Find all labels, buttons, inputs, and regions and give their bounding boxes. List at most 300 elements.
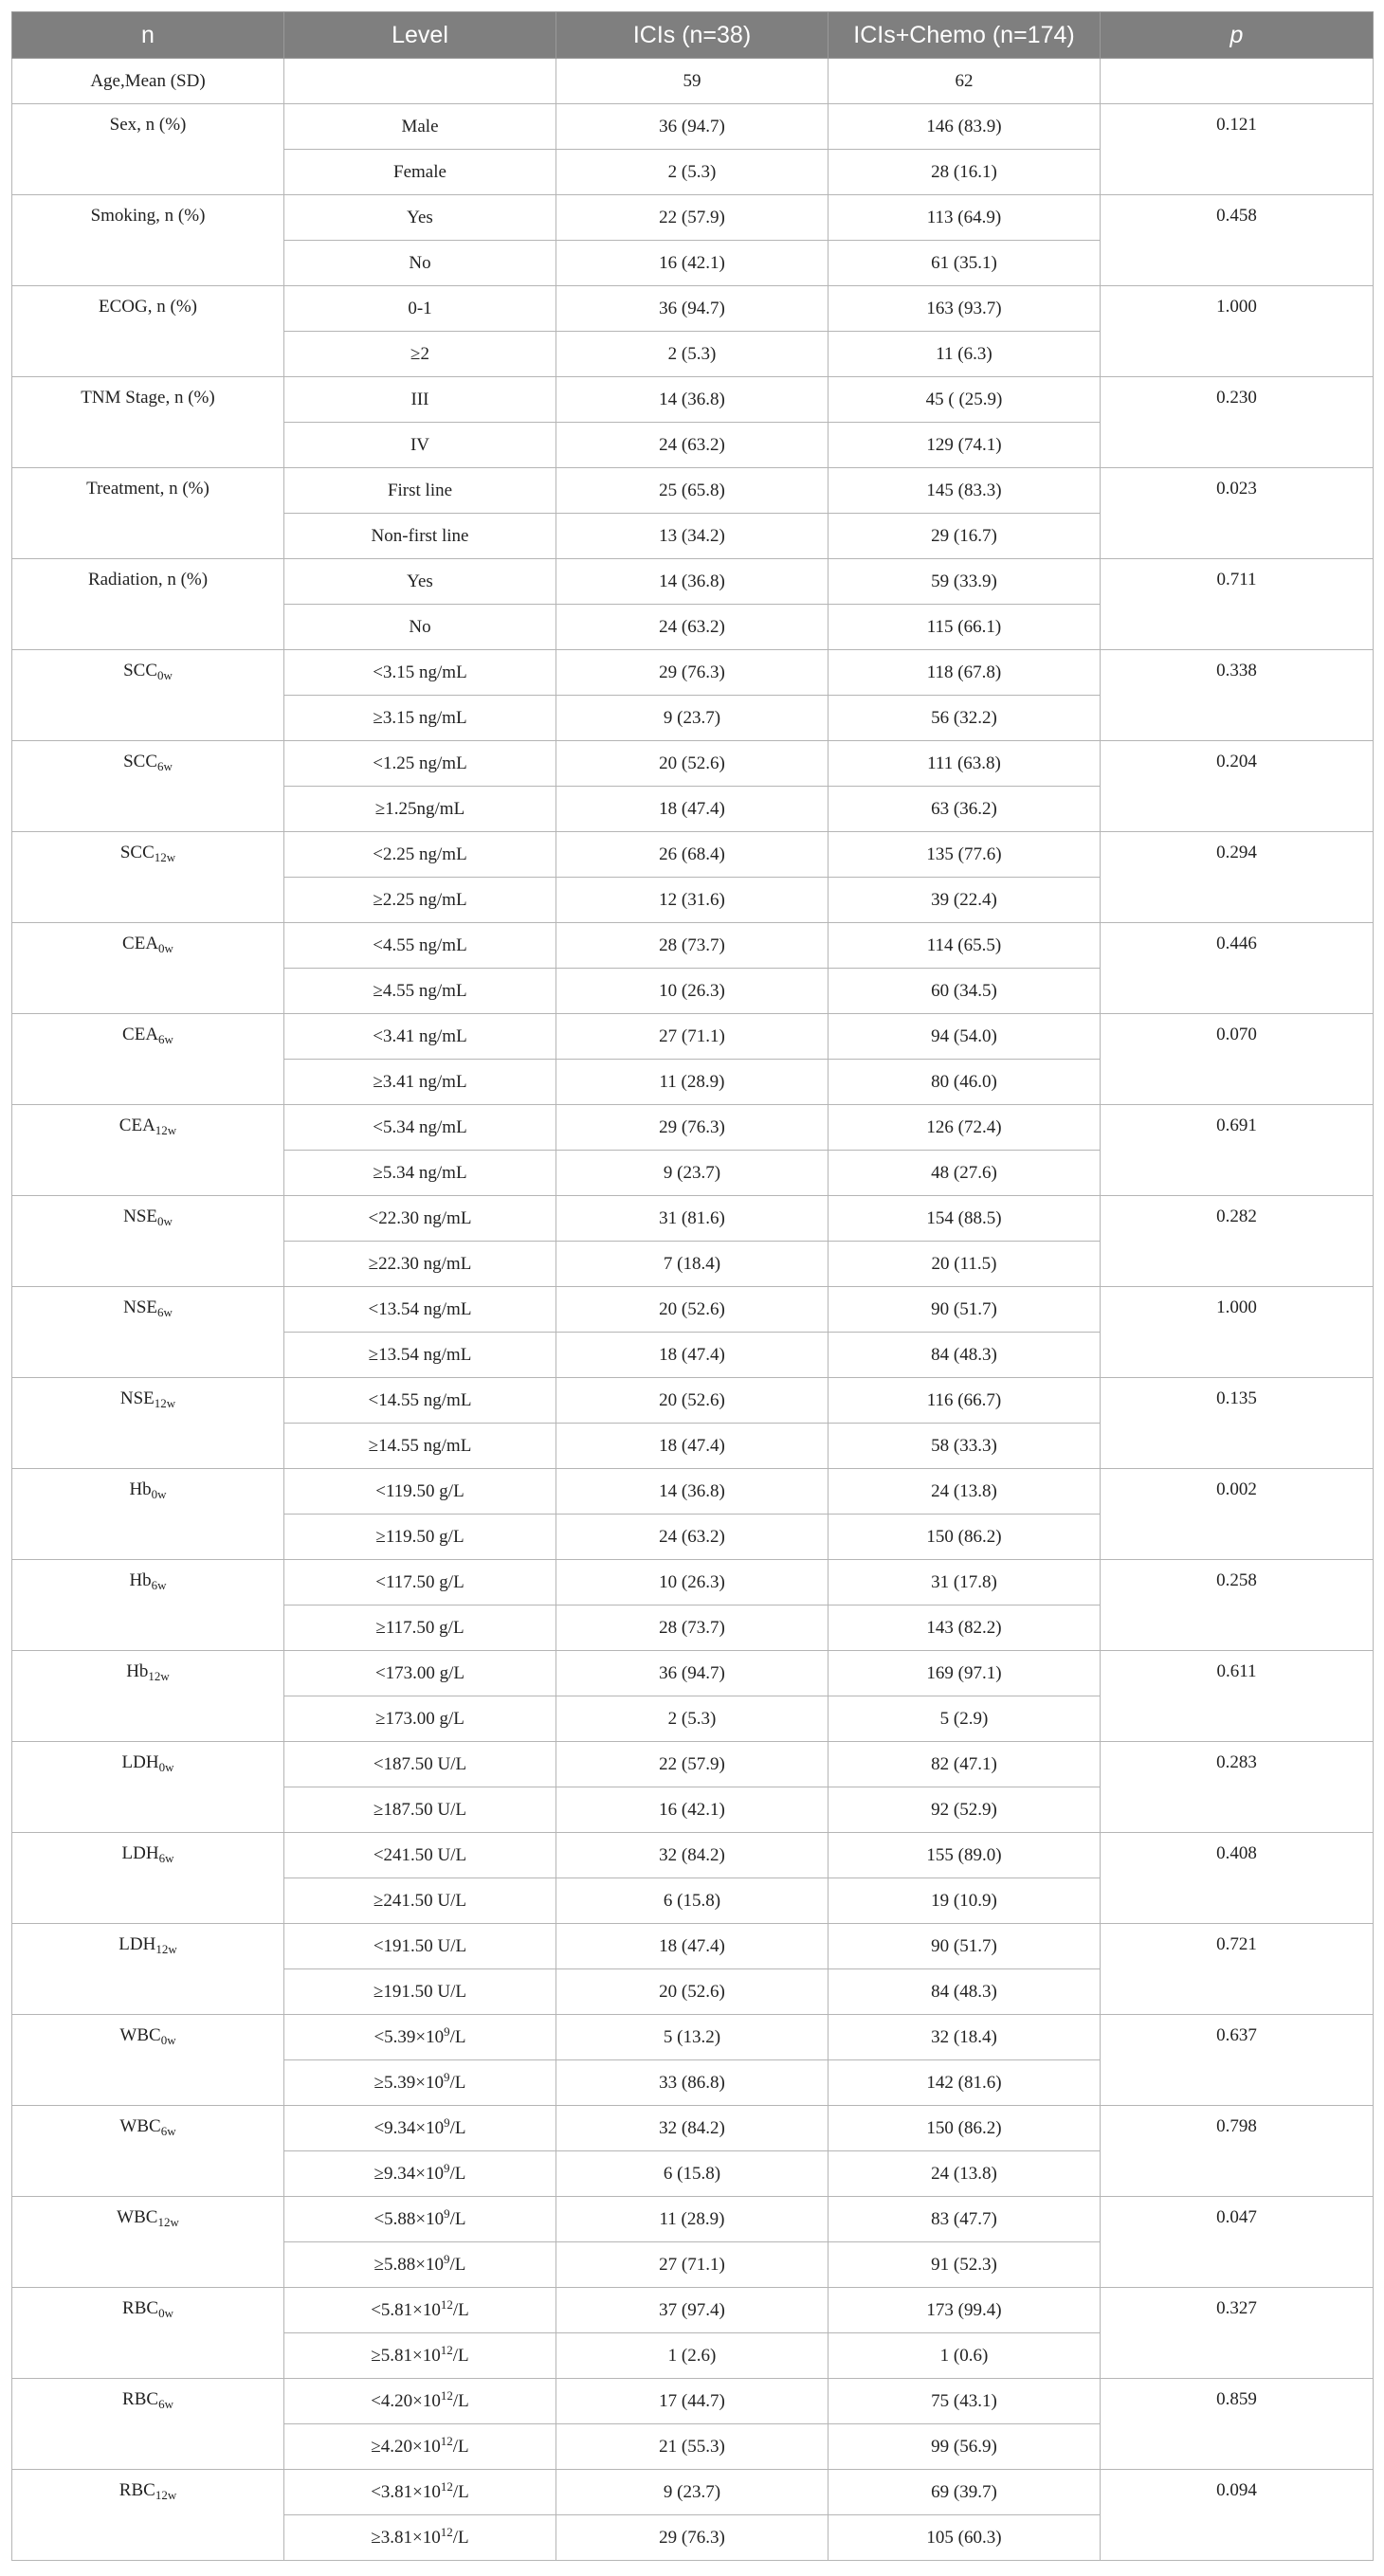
level-cell <box>284 2151 556 2197</box>
icis-chemo-cell: 150 (86.2) <box>829 1515 1101 1560</box>
level-cell: ≥4.55 ng/mL <box>284 969 556 1014</box>
exponent: 9 <box>444 2205 450 2221</box>
level-cell: IV <box>284 423 556 468</box>
icis-chemo-cell: 82 (47.1) <box>829 1742 1101 1787</box>
icis-cell: 33 (86.8) <box>556 2060 829 2106</box>
icis-cell: 14 (36.8) <box>556 377 829 423</box>
variable-name: Hb <box>129 1479 152 1499</box>
icis-cell: 11 (28.9) <box>556 1060 829 1105</box>
icis-chemo-cell: 118 (67.8) <box>829 650 1101 696</box>
variable-name: WBC <box>119 2025 161 2045</box>
level-cell: ≥173.00 g/L <box>284 1696 556 1742</box>
timepoint-subscript: 6w <box>157 1305 173 1319</box>
variable-name: LDH <box>121 1752 159 1772</box>
icis-cell: 5 (13.2) <box>556 2015 829 2060</box>
p-value-cell: 0.002 <box>1101 1469 1374 1560</box>
baseline-characteristics-table <box>11 11 1374 2561</box>
icis-cell: 6 (15.8) <box>556 1878 829 1924</box>
unit-text: /L <box>449 2117 466 2138</box>
icis-chemo-cell: 143 (82.2) <box>829 1605 1101 1651</box>
variable-cell <box>12 2197 284 2288</box>
timepoint-subscript: 0w <box>157 1214 173 1228</box>
table-body <box>12 59 1374 2561</box>
icis-cell: 22 (57.9) <box>556 1742 829 1787</box>
table-row <box>12 1105 1374 1151</box>
timepoint-subscript: 12w <box>154 850 176 864</box>
table-row <box>12 1378 1374 1424</box>
icis-cell: 20 (52.6) <box>556 1378 829 1424</box>
icis-cell: 28 (73.7) <box>556 923 829 969</box>
exponent: 12 <box>440 2433 453 2448</box>
level-cell: <5.34 ng/mL <box>284 1105 556 1151</box>
level-cell <box>284 2424 556 2470</box>
header-n: n <box>12 12 284 59</box>
icis-chemo-cell: 99 (56.9) <box>829 2424 1101 2470</box>
p-value-cell: 0.204 <box>1101 741 1374 832</box>
icis-chemo-cell: 63 (36.2) <box>829 787 1101 832</box>
level-cell: ≥5.34 ng/mL <box>284 1151 556 1196</box>
exponent: 9 <box>444 2023 450 2039</box>
icis-chemo-cell: 142 (81.6) <box>829 2060 1101 2106</box>
variable-name: RBC <box>118 2480 155 2500</box>
unit-text: /L <box>449 2208 466 2229</box>
level-text: ≥4.20×10 <box>371 2436 441 2457</box>
table-row <box>12 286 1374 332</box>
icis-chemo-cell: 45 ( (25.9) <box>829 377 1101 423</box>
icis-chemo-cell: 62 <box>829 59 1101 104</box>
p-value-cell: 0.327 <box>1101 2288 1374 2379</box>
level-cell: <4.55 ng/mL <box>284 923 556 969</box>
level-cell: <241.50 U/L <box>284 1833 556 1878</box>
table-row <box>12 1287 1374 1333</box>
level-text: ≥5.39×10 <box>373 2072 444 2093</box>
table-row <box>12 1560 1374 1605</box>
table-row <box>12 2106 1374 2151</box>
icis-chemo-cell: 94 (54.0) <box>829 1014 1101 1060</box>
header-icis: ICIs (n=38) <box>556 12 829 59</box>
variable-name: CEA <box>122 1025 159 1044</box>
icis-chemo-cell: 105 (60.3) <box>829 2515 1101 2561</box>
icis-cell: 2 (5.3) <box>556 332 829 377</box>
unit-text: /L <box>452 2527 469 2548</box>
icis-chemo-cell: 116 (66.7) <box>829 1378 1101 1424</box>
level-text: <5.81×10 <box>371 2299 441 2320</box>
variable-cell <box>12 2379 284 2470</box>
icis-cell: 16 (42.1) <box>556 241 829 286</box>
icis-chemo-cell: 75 (43.1) <box>829 2379 1101 2424</box>
variable-cell <box>12 923 284 1014</box>
level-cell: ≥3.15 ng/mL <box>284 696 556 741</box>
exponent: 12 <box>440 2342 453 2357</box>
level-text: ≥5.88×10 <box>373 2254 444 2275</box>
level-cell: <117.50 g/L <box>284 1560 556 1605</box>
variable-name: LDH <box>118 1934 156 1954</box>
variable-name: WBC <box>117 2207 158 2227</box>
table-row <box>12 104 1374 150</box>
p-value-cell: 0.258 <box>1101 1560 1374 1651</box>
table-row <box>12 1833 1374 1878</box>
variable-cell <box>12 1742 284 1833</box>
timepoint-subscript: 6w <box>151 1578 167 1592</box>
timepoint-subscript: 0w <box>157 668 173 682</box>
icis-chemo-cell: 69 (39.7) <box>829 2470 1101 2515</box>
icis-chemo-cell: 135 (77.6) <box>829 832 1101 878</box>
level-cell: No <box>284 605 556 650</box>
level-cell <box>284 2515 556 2561</box>
icis-cell: 18 (47.4) <box>556 1424 829 1469</box>
variable-cell <box>12 1924 284 2015</box>
icis-chemo-cell: 39 (22.4) <box>829 878 1101 923</box>
level-cell: <3.15 ng/mL <box>284 650 556 696</box>
table-row <box>12 468 1374 514</box>
level-cell: ≥191.50 U/L <box>284 1969 556 2015</box>
icis-chemo-cell: 154 (88.5) <box>829 1196 1101 1242</box>
variable-cell <box>12 1287 284 1378</box>
icis-cell: 22 (57.9) <box>556 195 829 241</box>
icis-chemo-cell: 80 (46.0) <box>829 1060 1101 1105</box>
table-row <box>12 1014 1374 1060</box>
header-level: Level <box>284 12 556 59</box>
table-row <box>12 650 1374 696</box>
level-cell <box>284 2333 556 2379</box>
timepoint-subscript: 6w <box>158 1851 174 1865</box>
unit-text: /L <box>452 2345 469 2366</box>
icis-cell: 20 (52.6) <box>556 1287 829 1333</box>
icis-chemo-cell: 163 (93.7) <box>829 286 1101 332</box>
variable-cell <box>12 1105 284 1196</box>
icis-cell: 36 (94.7) <box>556 1651 829 1696</box>
exponent: 9 <box>444 2251 450 2266</box>
level-cell: <2.25 ng/mL <box>284 832 556 878</box>
timepoint-subscript: 6w <box>157 759 173 773</box>
level-cell: Male <box>284 104 556 150</box>
exponent: 12 <box>440 2478 453 2494</box>
icis-chemo-cell: 19 (10.9) <box>829 1878 1101 1924</box>
level-cell: <119.50 g/L <box>284 1469 556 1515</box>
icis-chemo-cell: 84 (48.3) <box>829 1969 1101 2015</box>
level-cell: III <box>284 377 556 423</box>
icis-cell: 18 (47.4) <box>556 787 829 832</box>
icis-cell: 18 (47.4) <box>556 1333 829 1378</box>
level-text: ≥5.81×10 <box>371 2345 441 2366</box>
p-value-cell: 1.000 <box>1101 286 1374 377</box>
variable-cell <box>12 2288 284 2379</box>
icis-cell: 7 (18.4) <box>556 1242 829 1287</box>
icis-cell: 32 (84.2) <box>556 2106 829 2151</box>
level-cell: ≥2.25 ng/mL <box>284 878 556 923</box>
icis-cell: 27 (71.1) <box>556 2242 829 2288</box>
icis-chemo-cell: 29 (16.7) <box>829 514 1101 559</box>
icis-chemo-cell: 84 (48.3) <box>829 1333 1101 1378</box>
icis-chemo-cell: 155 (89.0) <box>829 1833 1101 1878</box>
variable-cell <box>12 2470 284 2561</box>
icis-cell: 13 (34.2) <box>556 514 829 559</box>
icis-chemo-cell: 126 (72.4) <box>829 1105 1101 1151</box>
level-cell: No <box>284 241 556 286</box>
variable-cell <box>12 1378 284 1469</box>
variable-cell <box>12 2015 284 2106</box>
icis-cell: 10 (26.3) <box>556 1560 829 1605</box>
icis-chemo-cell: 150 (86.2) <box>829 2106 1101 2151</box>
icis-cell: 27 (71.1) <box>556 1014 829 1060</box>
icis-chemo-cell: 1 (0.6) <box>829 2333 1101 2379</box>
variable-cell: Radiation, n (%) <box>12 559 284 650</box>
level-cell: ≥117.50 g/L <box>284 1605 556 1651</box>
variable-cell <box>12 1469 284 1560</box>
variable-cell: Age,Mean (SD) <box>12 59 284 104</box>
icis-cell: 37 (97.4) <box>556 2288 829 2333</box>
level-cell <box>284 2379 556 2424</box>
exponent: 9 <box>444 2160 450 2175</box>
variable-cell <box>12 1833 284 1924</box>
icis-cell: 29 (76.3) <box>556 1105 829 1151</box>
icis-cell: 25 (65.8) <box>556 468 829 514</box>
table-row <box>12 2197 1374 2242</box>
icis-chemo-cell: 115 (66.1) <box>829 605 1101 650</box>
timepoint-subscript: 0w <box>158 1760 174 1774</box>
table-row <box>12 195 1374 241</box>
variable-name: CEA <box>122 934 159 953</box>
table-row <box>12 741 1374 787</box>
variable-cell <box>12 1651 284 1742</box>
p-value-cell: 0.798 <box>1101 2106 1374 2197</box>
level-cell <box>284 2015 556 2060</box>
icis-chemo-cell: 91 (52.3) <box>829 2242 1101 2288</box>
level-cell: ≥119.50 g/L <box>284 1515 556 1560</box>
variable-cell <box>12 1560 284 1651</box>
header-p-value: p <box>1101 12 1374 59</box>
icis-cell: 2 (5.3) <box>556 150 829 195</box>
variable-cell: Sex, n (%) <box>12 104 284 195</box>
level-cell <box>284 2060 556 2106</box>
icis-chemo-cell: 146 (83.9) <box>829 104 1101 150</box>
icis-cell: 6 (15.8) <box>556 2151 829 2197</box>
icis-cell: 18 (47.4) <box>556 1924 829 1969</box>
unit-text: /L <box>449 2163 466 2184</box>
icis-chemo-cell: 61 (35.1) <box>829 241 1101 286</box>
icis-cell: 17 (44.7) <box>556 2379 829 2424</box>
table-row <box>12 559 1374 605</box>
icis-chemo-cell: 11 (6.3) <box>829 332 1101 377</box>
icis-chemo-cell: 114 (65.5) <box>829 923 1101 969</box>
timepoint-subscript: 12w <box>155 1942 177 1956</box>
level-text: <4.20×10 <box>371 2390 441 2411</box>
variable-name: SCC <box>123 661 158 680</box>
icis-cell: 2 (5.3) <box>556 1696 829 1742</box>
icis-cell: 59 <box>556 59 829 104</box>
icis-chemo-cell: 58 (33.3) <box>829 1424 1101 1469</box>
variable-name: WBC <box>119 2116 161 2136</box>
p-value-cell: 0.611 <box>1101 1651 1374 1742</box>
table-row <box>12 377 1374 423</box>
icis-chemo-cell: 145 (83.3) <box>829 468 1101 514</box>
timepoint-subscript: 12w <box>154 1396 176 1410</box>
exponent: 9 <box>444 2069 450 2084</box>
p-value-cell: 0.070 <box>1101 1014 1374 1105</box>
icis-cell: 1 (2.6) <box>556 2333 829 2379</box>
unit-text: /L <box>452 2481 469 2502</box>
unit-text: /L <box>449 2026 466 2047</box>
level-text: <5.39×10 <box>373 2026 445 2047</box>
icis-chemo-cell: 90 (51.7) <box>829 1924 1101 1969</box>
table-row <box>12 1924 1374 1969</box>
p-value-cell: 0.637 <box>1101 2015 1374 2106</box>
p-value-cell: 1.000 <box>1101 1287 1374 1378</box>
level-cell <box>284 2242 556 2288</box>
p-value-cell: 0.294 <box>1101 832 1374 923</box>
level-cell: <13.54 ng/mL <box>284 1287 556 1333</box>
icis-cell: 26 (68.4) <box>556 832 829 878</box>
header-icis-chemo: ICIs+Chemo (n=174) <box>829 12 1101 59</box>
icis-cell: 24 (63.2) <box>556 423 829 468</box>
variable-name: NSE <box>123 1297 157 1317</box>
p-value-cell: 0.230 <box>1101 377 1374 468</box>
icis-cell: 14 (36.8) <box>556 559 829 605</box>
variable-cell: ECOG, n (%) <box>12 286 284 377</box>
level-cell: ≥187.50 U/L <box>284 1787 556 1833</box>
level-cell: <187.50 U/L <box>284 1742 556 1787</box>
p-value-cell <box>1101 59 1374 104</box>
variable-cell <box>12 650 284 741</box>
p-value-cell: 0.859 <box>1101 2379 1374 2470</box>
p-value-cell: 0.691 <box>1101 1105 1374 1196</box>
table-row <box>12 1651 1374 1696</box>
unit-text: /L <box>452 2390 469 2411</box>
icis-cell: 9 (23.7) <box>556 1151 829 1196</box>
icis-cell: 20 (52.6) <box>556 741 829 787</box>
level-cell: <191.50 U/L <box>284 1924 556 1969</box>
variable-cell: Smoking, n (%) <box>12 195 284 286</box>
variable-cell <box>12 1014 284 1105</box>
exponent: 9 <box>444 2114 450 2130</box>
variable-name: Hb <box>129 1570 152 1590</box>
icis-chemo-cell: 173 (99.4) <box>829 2288 1101 2333</box>
table-container <box>11 11 1373 2561</box>
level-cell: <14.55 ng/mL <box>284 1378 556 1424</box>
icis-chemo-cell: 20 (11.5) <box>829 1242 1101 1287</box>
icis-chemo-cell: 83 (47.7) <box>829 2197 1101 2242</box>
icis-chemo-cell: 28 (16.1) <box>829 150 1101 195</box>
table-row <box>12 1469 1374 1515</box>
icis-cell: 12 (31.6) <box>556 878 829 923</box>
p-value-cell: 0.408 <box>1101 1833 1374 1924</box>
timepoint-subscript: 12w <box>157 2215 179 2229</box>
icis-cell: 36 (94.7) <box>556 104 829 150</box>
timepoint-subscript: 0w <box>158 941 173 955</box>
icis-cell: 36 (94.7) <box>556 286 829 332</box>
table-row <box>12 2015 1374 2060</box>
variable-name: NSE <box>123 1206 157 1226</box>
p-value-cell: 0.121 <box>1101 104 1374 195</box>
variable-cell <box>12 832 284 923</box>
p-value-cell: 0.458 <box>1101 195 1374 286</box>
variable-name: SCC <box>123 752 158 771</box>
icis-cell: 9 (23.7) <box>556 696 829 741</box>
icis-cell: 10 (26.3) <box>556 969 829 1014</box>
level-cell: ≥22.30 ng/mL <box>284 1242 556 1287</box>
level-cell: ≥3.41 ng/mL <box>284 1060 556 1105</box>
icis-cell: 14 (36.8) <box>556 1469 829 1515</box>
level-text: <9.34×10 <box>373 2117 445 2138</box>
icis-chemo-cell: 60 (34.5) <box>829 969 1101 1014</box>
variable-name: NSE <box>119 1388 155 1408</box>
level-cell: ≥1.25ng/mL <box>284 787 556 832</box>
variable-name: RBC <box>122 2389 159 2409</box>
icis-chemo-cell: 5 (2.9) <box>829 1696 1101 1742</box>
level-cell <box>284 2106 556 2151</box>
level-cell: ≥2 <box>284 332 556 377</box>
icis-cell: 11 (28.9) <box>556 2197 829 2242</box>
p-value-cell: 0.023 <box>1101 468 1374 559</box>
icis-chemo-cell: 48 (27.6) <box>829 1151 1101 1196</box>
icis-chemo-cell: 24 (13.8) <box>829 1469 1101 1515</box>
level-cell <box>284 2197 556 2242</box>
p-value-cell: 0.338 <box>1101 650 1374 741</box>
unit-text: /L <box>452 2436 469 2457</box>
icis-cell: 21 (55.3) <box>556 2424 829 2470</box>
exponent: 12 <box>440 2524 453 2539</box>
unit-text: /L <box>452 2299 469 2320</box>
p-value-cell: 0.282 <box>1101 1196 1374 1287</box>
p-value-cell: 0.135 <box>1101 1378 1374 1469</box>
icis-cell: 32 (84.2) <box>556 1833 829 1878</box>
icis-cell: 24 (63.2) <box>556 605 829 650</box>
level-text: ≥9.34×10 <box>373 2163 444 2184</box>
p-value-cell: 0.446 <box>1101 923 1374 1014</box>
variable-name: LDH <box>121 1843 159 1863</box>
level-cell: Yes <box>284 559 556 605</box>
icis-chemo-cell: 31 (17.8) <box>829 1560 1101 1605</box>
level-cell: 0-1 <box>284 286 556 332</box>
variable-name: SCC <box>119 843 155 862</box>
timepoint-subscript: 6w <box>158 1032 173 1046</box>
level-cell <box>284 59 556 104</box>
level-cell: <22.30 ng/mL <box>284 1196 556 1242</box>
level-text: <3.81×10 <box>371 2481 441 2502</box>
variable-cell <box>12 2106 284 2197</box>
unit-text: /L <box>449 2072 466 2093</box>
variable-cell: Treatment, n (%) <box>12 468 284 559</box>
level-cell: Non-first line <box>284 514 556 559</box>
variable-name: RBC <box>122 2298 159 2318</box>
icis-chemo-cell: 111 (63.8) <box>829 741 1101 787</box>
icis-chemo-cell: 32 (18.4) <box>829 2015 1101 2060</box>
timepoint-subscript: 0w <box>158 2306 173 2320</box>
level-cell: <1.25 ng/mL <box>284 741 556 787</box>
icis-chemo-cell: 92 (52.9) <box>829 1787 1101 1833</box>
icis-chemo-cell: 129 (74.1) <box>829 423 1101 468</box>
level-cell: ≥241.50 U/L <box>284 1878 556 1924</box>
unit-text: /L <box>449 2254 466 2275</box>
p-value-cell: 0.711 <box>1101 559 1374 650</box>
table-row <box>12 832 1374 878</box>
table-row <box>12 2470 1374 2515</box>
p-value-cell: 0.721 <box>1101 1924 1374 2015</box>
level-text: ≥3.81×10 <box>371 2527 441 2548</box>
icis-cell: 20 (52.6) <box>556 1969 829 2015</box>
icis-cell: 28 (73.7) <box>556 1605 829 1651</box>
variable-name: CEA <box>118 1116 155 1135</box>
table-row <box>12 923 1374 969</box>
table-row <box>12 1742 1374 1787</box>
level-cell: ≥14.55 ng/mL <box>284 1424 556 1469</box>
timepoint-subscript: 12w <box>155 1123 177 1137</box>
level-cell: <3.41 ng/mL <box>284 1014 556 1060</box>
p-value-cell: 0.047 <box>1101 2197 1374 2288</box>
icis-chemo-cell: 59 (33.9) <box>829 559 1101 605</box>
level-cell: ≥13.54 ng/mL <box>284 1333 556 1378</box>
header-row <box>12 12 1374 59</box>
